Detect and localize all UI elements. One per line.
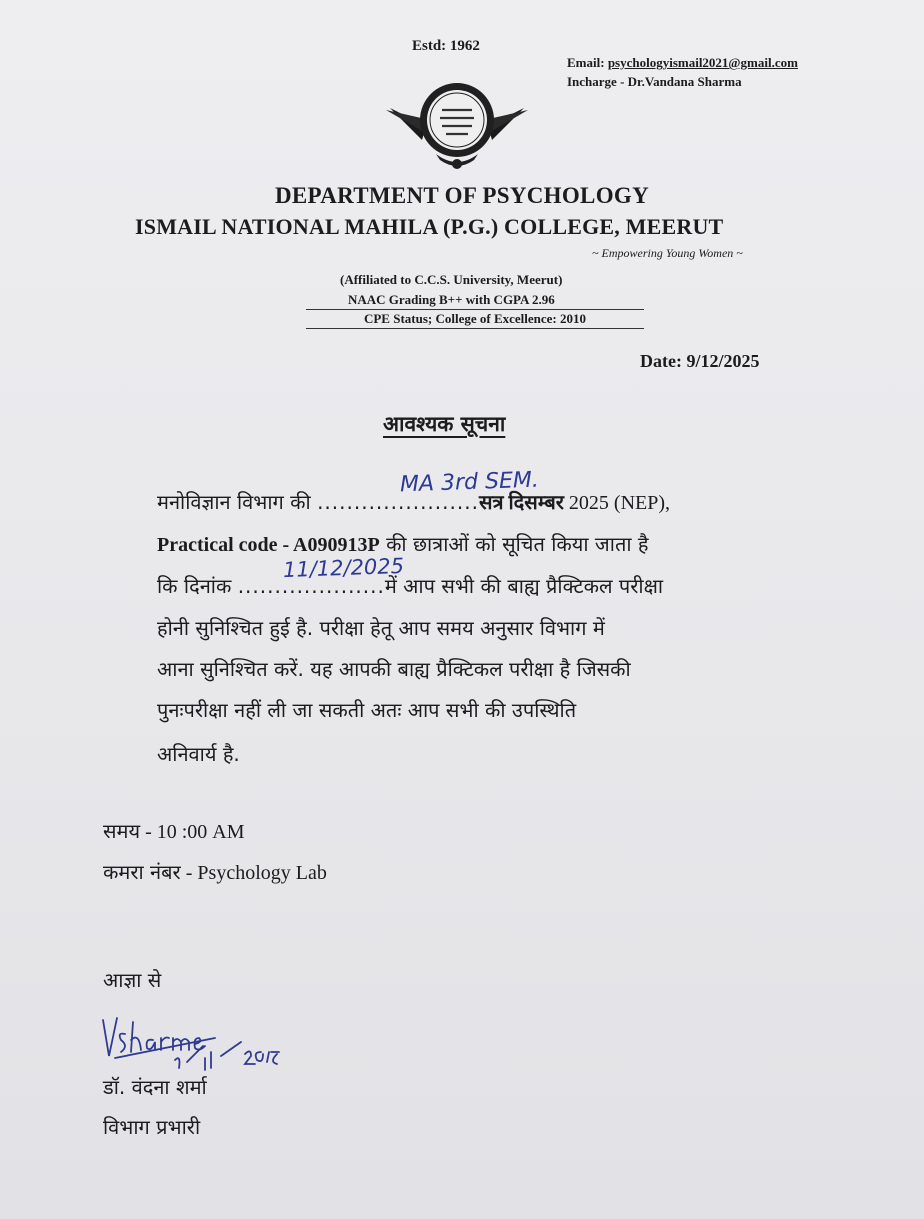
- session-label: सत्र दिसम्बर: [478, 492, 564, 514]
- incharge-line: Incharge - Dr.Vandana Sharma: [567, 74, 742, 89]
- notice-heading: आवश्यक सूचना: [383, 412, 506, 436]
- signature-icon: [95, 1008, 295, 1073]
- affiliation-line: (Affiliated to C.C.S. University, Meerut): [340, 272, 563, 287]
- room-label: कमरा नंबर: [103, 860, 181, 884]
- cpe-line: CPE Status; College of Excellence: 2010: [306, 309, 644, 329]
- fill-in-dots: ......................: [317, 490, 479, 514]
- naac-line: NAAC Grading B++ with CGPA 2.96: [348, 292, 555, 307]
- email-label: Email:: [567, 55, 608, 70]
- notice-line-6: पुनःपरीक्षा नहीं ली जा सकती अतः आप सभी की उपस्थिति: [157, 698, 577, 722]
- college-tagline: ~ Empowering Young Women ~: [592, 246, 743, 260]
- signatory-name: डॉ. वंदना शर्मा: [103, 1075, 207, 1099]
- email-line: [567, 55, 798, 71]
- notice-text: की छात्राओं को सूचित किया जाता है: [379, 532, 649, 556]
- notice-line-7: अनिवार्य है.: [157, 742, 240, 766]
- handwritten-semester: MA 3rd SEM.: [399, 467, 540, 498]
- signatory-designation: विभाग प्रभारी: [103, 1115, 201, 1139]
- notice-text: में आप सभी की बाह्य प्रैक्टिकल परीक्षा: [384, 574, 664, 598]
- established-year: Estd: 1962: [412, 38, 480, 54]
- session-year: 2025 (NEP),: [563, 492, 671, 514]
- exam-time: [103, 817, 245, 844]
- notice-text: कि दिनांक: [157, 574, 238, 598]
- fill-in-dots: ....................: [237, 574, 385, 598]
- notice-line-5: आना सुनिश्चित करें. यह आपकी बाह्य प्रैक्टिकल परीक्षा है जिसकी: [157, 657, 631, 681]
- by-order: आज्ञा से: [103, 968, 162, 992]
- notice-line-4: होनी सुनिश्चित हुई है. परीक्षा हेतू आप समय अनुसार विभाग में: [157, 616, 605, 640]
- notice-text: मनोविज्ञान विभाग की: [157, 490, 318, 514]
- notice-date: Date: 9/12/2025: [640, 351, 760, 371]
- room-value: - Psychology Lab: [180, 862, 327, 884]
- time-value: - 10 :00 AM: [140, 821, 245, 843]
- email-address[interactable]: psychologyismail2021@gmail.com: [607, 55, 798, 70]
- department-title: DEPARTMENT OF PSYCHOLOGY: [275, 183, 649, 208]
- exam-room: [103, 858, 327, 885]
- handwritten-exam-date: 11/12/2025: [282, 553, 405, 583]
- notice-line-3: [157, 572, 663, 599]
- college-emblem-icon: [386, 80, 528, 172]
- practical-code: Practical code - A090913P: [157, 534, 380, 556]
- college-name: ISMAIL NATIONAL MAHILA (P.G.) COLLEGE, MEERUT: [135, 214, 724, 239]
- time-label: समय: [103, 819, 141, 843]
